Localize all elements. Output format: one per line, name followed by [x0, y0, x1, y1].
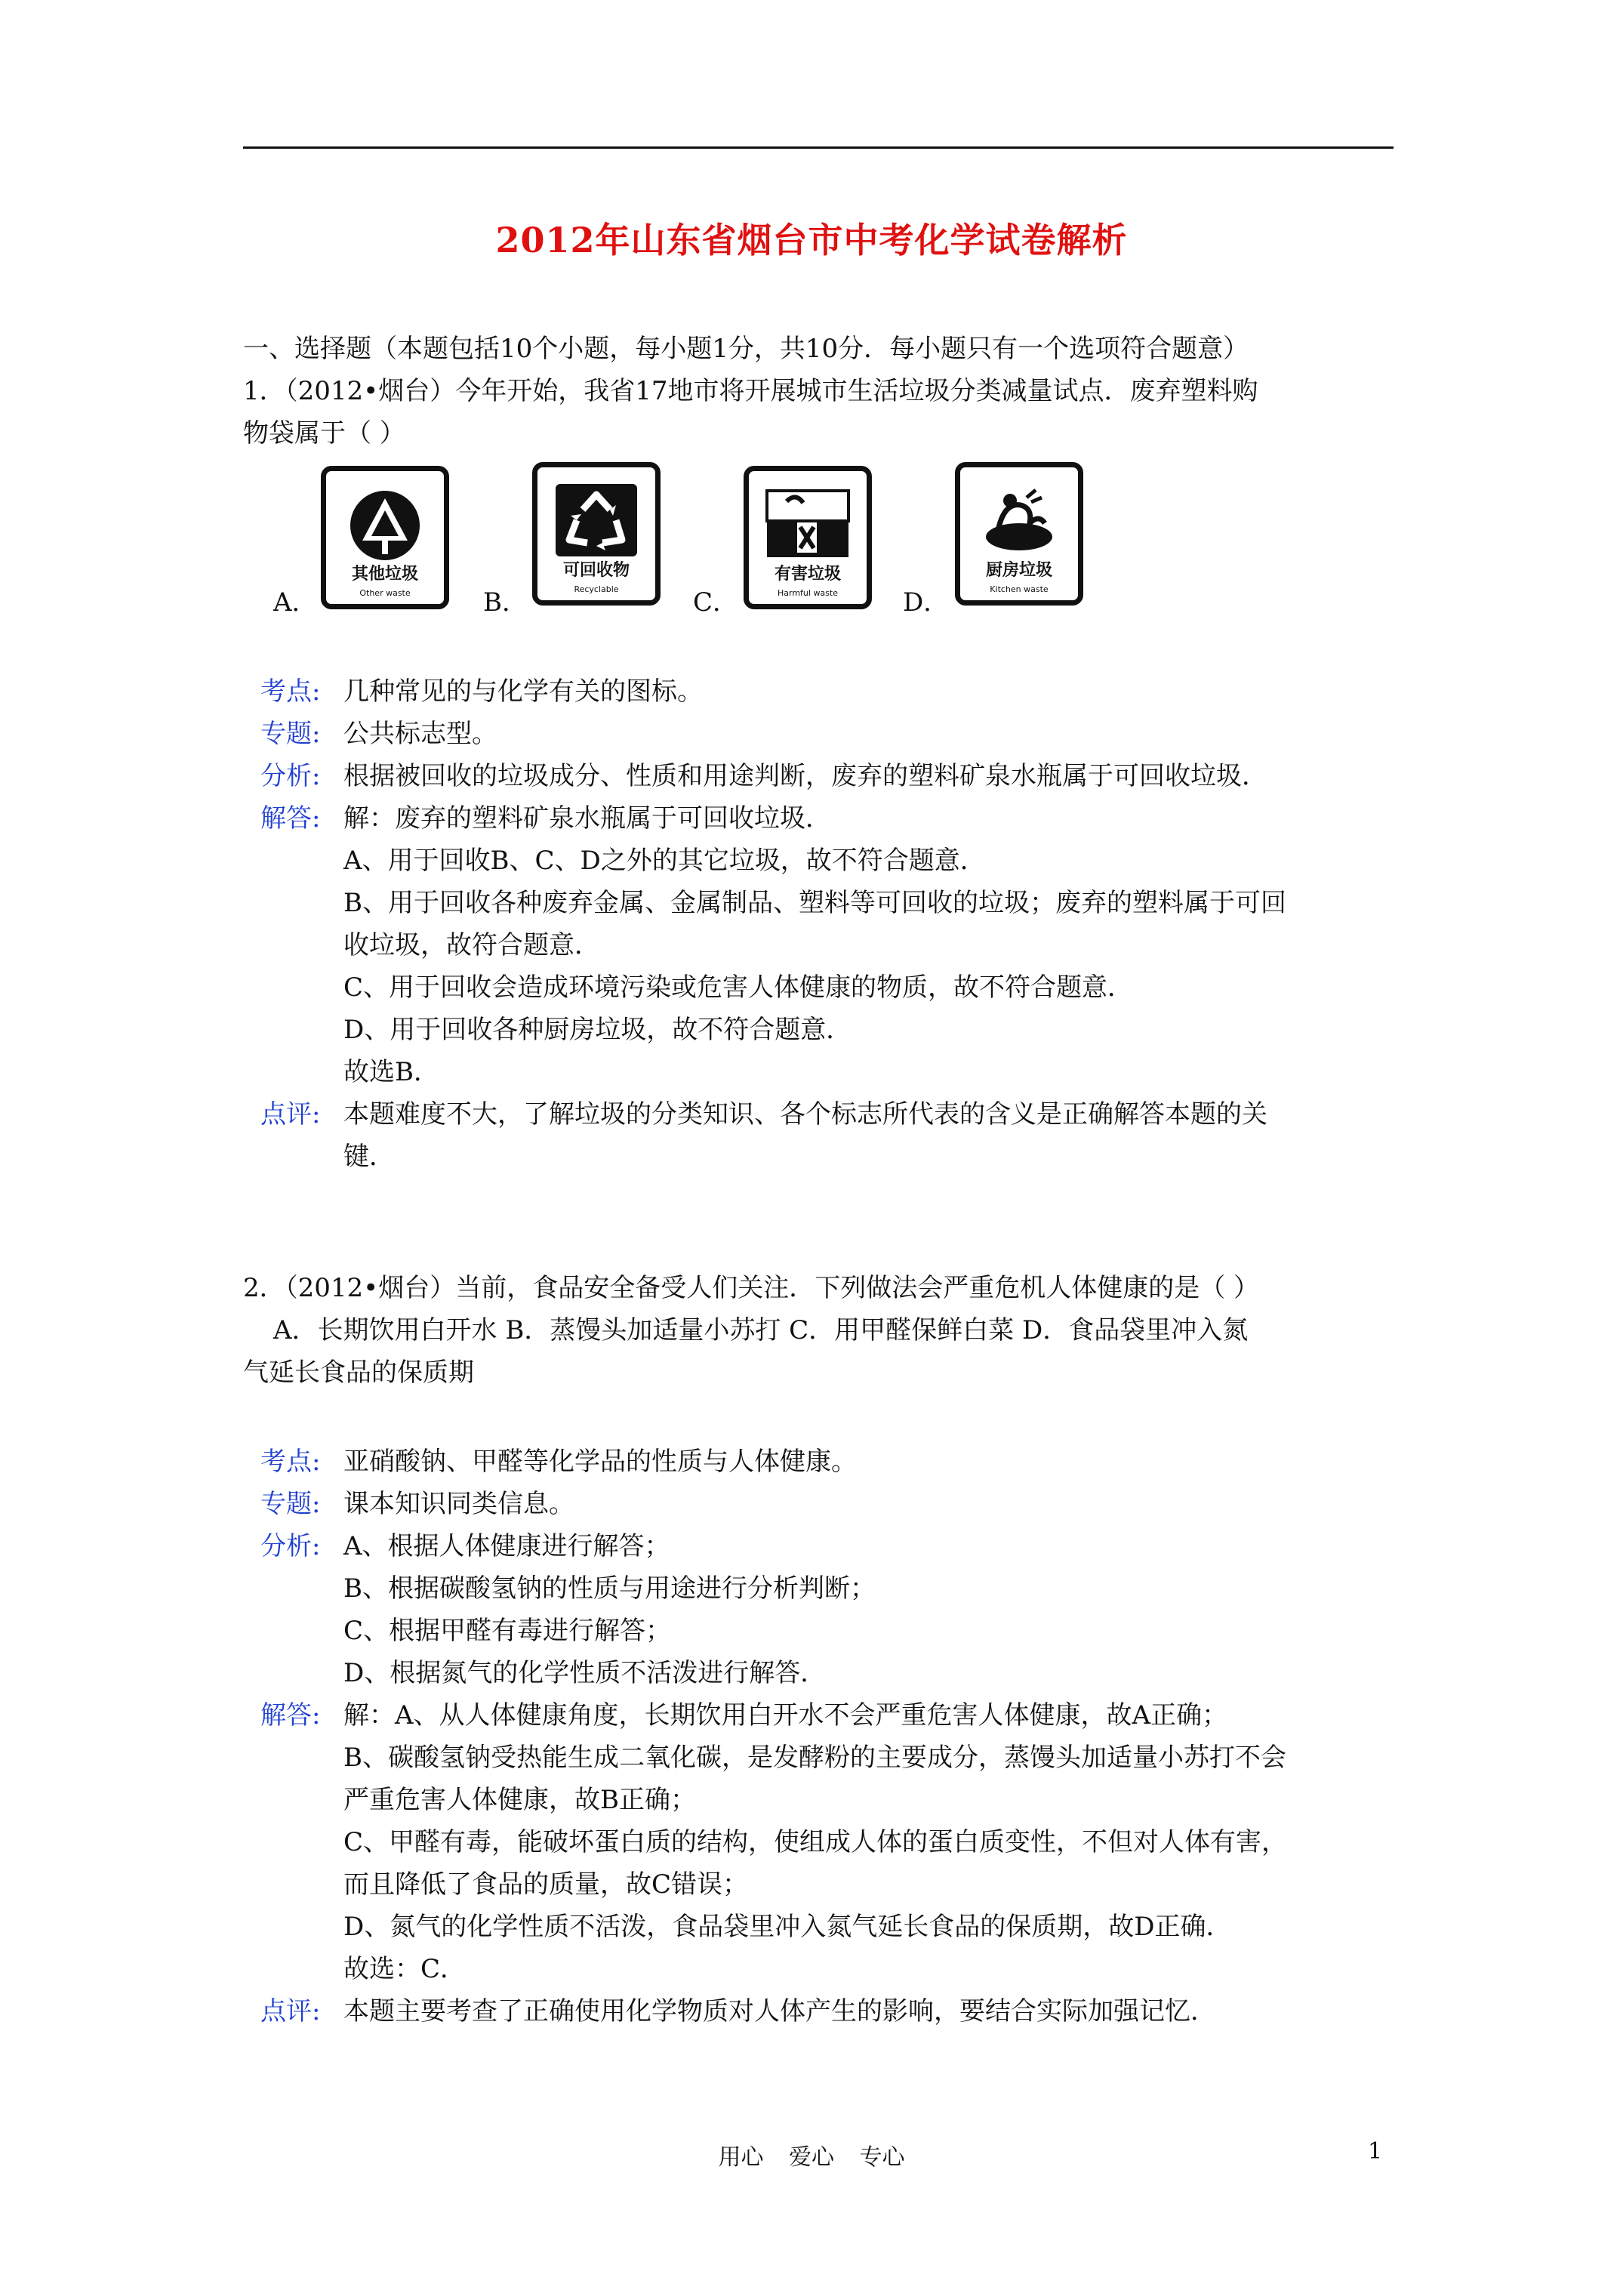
q2-zhuanti: 课本知识同类信息。 — [343, 1489, 574, 1519]
q1-stem-line2: 物袋属于（ ） — [243, 418, 405, 448]
q1-option-c-sign — [744, 466, 872, 609]
q1-zhuanti: 公共标志型。 — [343, 719, 497, 749]
q1-jieda-line: 故选B． — [343, 1057, 439, 1087]
q1-jieda-line: 收垃圾，故符合题意． — [343, 930, 600, 960]
q1-zhuanti-tag: 专题: — [260, 719, 321, 749]
q2-fenxi-line: C、根据甲醛有毒进行解答； — [343, 1616, 672, 1646]
q2-jieda-line: 而且降低了食品的质量，故C错误； — [343, 1869, 749, 1900]
q2-fenxi-line: A、根据人体健康进行解答； — [343, 1531, 670, 1561]
q2-stem-line1: 2．（2012•烟台）当前，食品安全备受人们关注．下列做法会严重危机人体健康的是（ ） — [243, 1273, 1260, 1303]
header-rule — [243, 146, 1394, 149]
q1-jieda-line: A、用于回收B、C、D之外的其它垃圾，故不符合题意． — [343, 846, 986, 876]
sign-caption: 可回收物 — [562, 561, 630, 580]
q1-option-d-label: D． — [903, 587, 950, 618]
q1-option-c-label: C． — [693, 587, 739, 618]
q1-jieda-tag: 解答: — [260, 803, 321, 834]
q1-option-b-label: B． — [483, 587, 528, 618]
page-footer: 用心 爱心 专心 — [718, 2144, 905, 2171]
q2-stem-line2: A．长期饮用白开水 B．蒸馒头加适量小苏打 C．用甲醛保鲜白菜 D．食品袋里冲入氮 — [273, 1315, 1249, 1345]
sign-caption-en: Kitchen waste — [990, 584, 1049, 594]
q1-option-a-label: A． — [273, 587, 318, 618]
q2-fenxi-line: D、根据氮气的化学性质不活泼进行解答． — [343, 1658, 827, 1688]
q2-jieda-line: B、碳酸氢钠受热能生成二氧化碳，是发酵粉的主要成分，蒸馒头加适量小苏打不会 — [343, 1743, 1286, 1773]
q1-jieda-line: B、用于回收各种废弃金属、金属制品、塑料等可回收的垃圾；废弃的塑料属于可回 — [343, 888, 1286, 918]
q1-kaodian-tag: 考点: — [260, 676, 321, 707]
q2-jieda-line: 解：A、从人体健康角度，长期饮用白开水不会严重危害人体健康，故A正确； — [343, 1700, 1228, 1730]
q1-jieda-line: D、用于回收各种厨房垃圾，故不符合题意． — [343, 1015, 852, 1045]
q2-stem-line3: 气延长食品的保质期 — [243, 1358, 474, 1388]
q2-jieda-line: C、甲醛有毒，能破坏蛋白质的结构，使组成人体的蛋白质变性，不但对人体有害， — [343, 1827, 1288, 1857]
q2-jieda-line: 严重危害人体健康，故B正确； — [343, 1785, 696, 1815]
q2-jieda-line: 故选：C． — [343, 1954, 467, 1984]
q2-jieda-line: D、氮气的化学性质不活泼，食品袋里冲入氮气延长食品的保质期，故D正确． — [343, 1912, 1232, 1942]
q1-fenxi-tag: 分析: — [260, 761, 321, 791]
page-number: 1 — [1368, 2138, 1383, 2165]
q2-dianping-tag: 点评: — [260, 1996, 321, 2026]
sign-caption: 厨房垃圾 — [985, 561, 1052, 580]
page-title: 2012年山东省烟台市中考化学试卷解析 — [495, 220, 1128, 260]
q1-option-a-sign — [321, 466, 449, 609]
section-heading: 一、选择题（本题包括10个小题，每小题1分，共10分．每小题只有一个选项符合题意） — [243, 334, 1249, 364]
sign-caption-en: Recyclable — [574, 584, 619, 594]
q1-option-b-sign — [532, 462, 661, 606]
sign-caption: 有害垃圾 — [774, 565, 841, 584]
q1-dianping-line: 本题难度不大，了解垃圾的分类知识、各个标志所代表的含义是正确解答本题的关 — [343, 1099, 1267, 1130]
q2-kaodian-tag: 考点: — [260, 1447, 321, 1477]
sign-caption-en: Other waste — [359, 588, 411, 598]
q1-jieda-line: 解：废弃的塑料矿泉水瓶属于可回收垃圾． — [343, 803, 831, 834]
q1-fenxi: 根据被回收的垃圾成分、性质和用途判断，废弃的塑料矿泉水瓶属于可回收垃圾． — [343, 761, 1267, 791]
q2-fenxi-line: B、根据碳酸氢钠的性质与用途进行分析判断； — [343, 1573, 876, 1604]
q2-dianping: 本题主要考查了正确使用化学物质对人体产生的影响，要结合实际加强记忆． — [343, 1996, 1216, 2026]
sign-caption: 其他垃圾 — [351, 565, 418, 584]
q1-option-d-sign — [955, 462, 1083, 606]
q1-kaodian: 几种常见的与化学有关的图标。 — [343, 676, 703, 707]
q2-fenxi-tag: 分析: — [260, 1531, 321, 1561]
q2-kaodian: 亚硝酸钠、甲醛等化学品的性质与人体健康。 — [343, 1447, 857, 1477]
q1-dianping-tag: 点评: — [260, 1099, 321, 1130]
q2-jieda-tag: 解答: — [260, 1700, 321, 1730]
q1-stem-line1: 1．（2012•烟台）今年开始，我省17地市将开展城市生活垃圾分类减量试点．废弃塑料购 — [243, 376, 1258, 406]
q2-zhuanti-tag: 专题: — [260, 1489, 321, 1519]
q1-dianping-line: 键． — [343, 1142, 395, 1172]
sign-caption-en: Harmful waste — [777, 588, 838, 598]
q1-jieda-line: C、用于回收会造成环境污染或危害人体健康的物质，故不符合题意． — [343, 972, 1134, 1003]
